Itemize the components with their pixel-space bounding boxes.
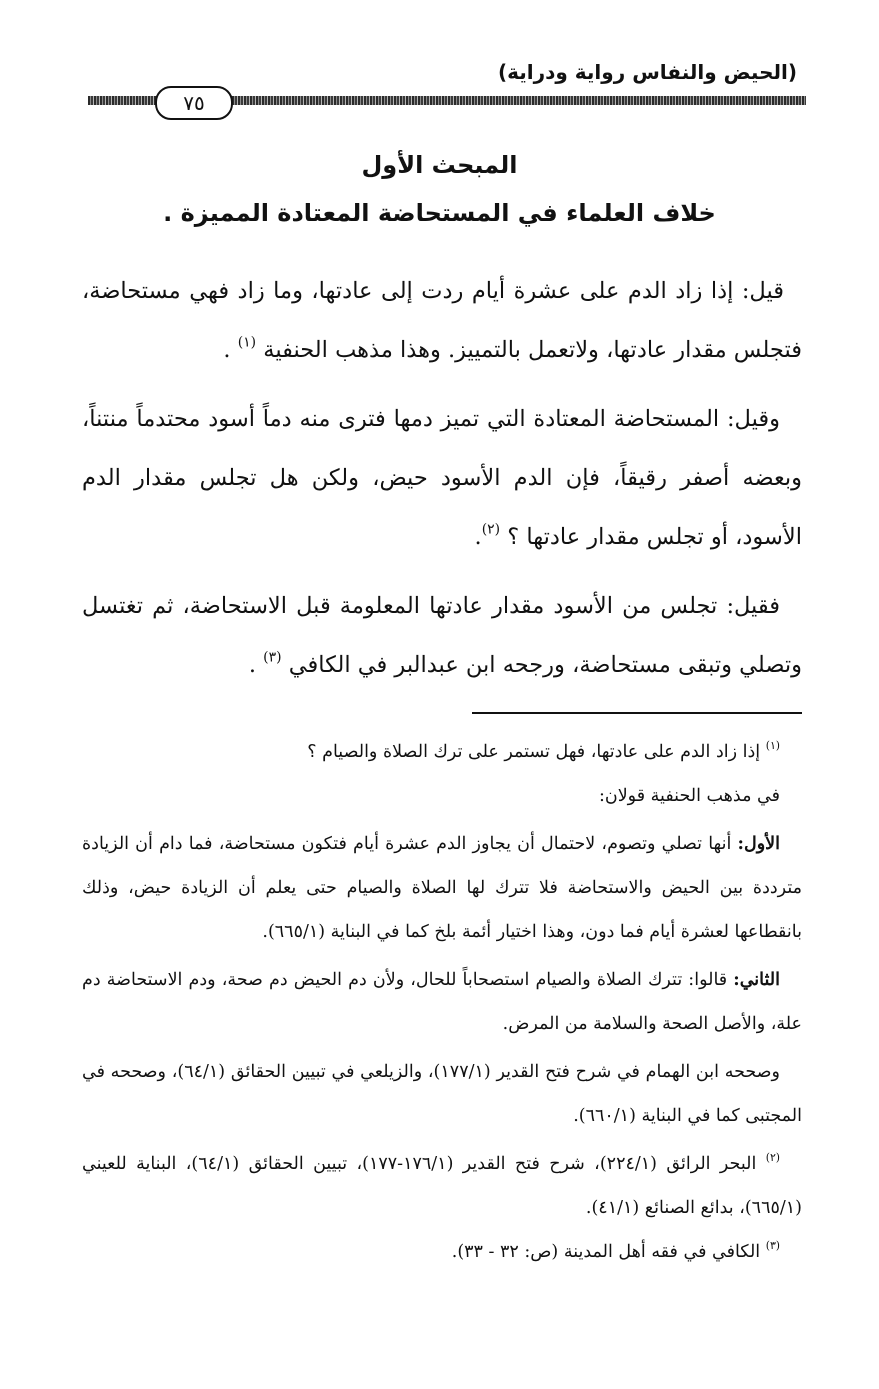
paragraph-3-lead: فقيل: xyxy=(726,593,780,619)
footnote-ref-3[interactable]: (٣) xyxy=(263,649,282,666)
footnote-1-second-lead: الثاني: xyxy=(733,970,780,990)
paragraph-2-lead: وقيل: xyxy=(726,406,780,432)
footnote-1-endorsement-text: وصححه ابن الهمام في شرح فتح القدير (١٧٧/١)، والزيلعي في تبيين الحقائق (٦٤/١)، وصححه في المجتبى كما في البناية (٦٦٠/١). xyxy=(82,1062,802,1126)
footnote-1-first-lead: الأول: xyxy=(737,834,780,854)
footnote-ref-2[interactable]: (٢) xyxy=(481,521,501,538)
footnote-2 xyxy=(82,1142,802,1230)
footnote-2-mark: (٢) xyxy=(765,1150,780,1164)
footnote-1-intro-text: في مذهب الحنفية قولان: xyxy=(598,786,780,806)
body-text xyxy=(82,262,802,705)
footnote-3-text: الكافي في فقه أهل المدينة (ص: ٣٢ - ٣٣). xyxy=(451,1242,766,1262)
footnote-1-second-opinion xyxy=(82,958,802,1046)
paragraph-1-text: إذا زاد الدم على عشرة أيام ردت إلى عادتها، وما زاد فهي مستحاضة، فتجلس مقدار عادتها، ولاتعمل بالتمييز. وهذا مذهب الحنفية xyxy=(82,278,802,363)
section-heading: المبحث الأول xyxy=(361,151,518,179)
topic-heading: خلاف العلماء في المستحاضة المعتادة المميزة . xyxy=(163,199,716,227)
footnote-1-endorsement xyxy=(82,1050,802,1138)
paragraph-3-text: تجلس من الأسود مقدار عادتها المعلومة قبل الاستحاضة، ثم تغتسل وتصلي وتبقى مستحاضة، ورجحه ابن عبدالبر في الكافي xyxy=(82,593,802,678)
paragraph-1 xyxy=(82,262,802,380)
footnote-2-text: البحر الرائق (٢٢٤/١)، شرح فتح القدير (١٧٦/١-١٧٧)، تبيين الحقائق (٦٤/١)، البناية للعيني (٦٦٥/١)، بدائع الصنائع (٤١/١). xyxy=(82,1154,802,1218)
footnote-1-question xyxy=(82,730,802,774)
footnote-1-first-text: أنها تصلي وتصوم، لاحتمال أن يجاوز الدم عشرة أيام فتكون مستحاضة، فما دام أن الزيادة مترددة بين الحيض والاستحاضة فلا تترك لها الصلاة والصيام حتى يعلم أن الزيادة حيض، وذلك بانقطاعها لعشرة أيام فما دون، وهذا اختيار أئمة بلخ كما في البناية (٦٦٥/١). xyxy=(82,834,802,942)
paragraph-3 xyxy=(82,577,802,695)
paragraph-2-end: . xyxy=(474,524,482,550)
page-number: ٧٥ xyxy=(155,86,233,120)
footnote-1-mark: (١) xyxy=(765,738,780,752)
paragraph-2 xyxy=(82,390,802,567)
footnotes xyxy=(82,730,802,1274)
paragraph-1-end: . xyxy=(223,337,238,363)
paragraph-3-end: . xyxy=(248,652,264,678)
footnote-1-first-opinion xyxy=(82,822,802,954)
footnote-3 xyxy=(82,1230,802,1274)
footnote-1-second-text: قالوا: تترك الصلاة والصيام استصحاباً للحال، ولأن دم الحيض دم صحة، ودم الاستحاضة دم علة، والأصل الصحة والسلامة من المرض. xyxy=(82,970,802,1034)
paragraph-2-text: المستحاضة المعتادة التي تميز دمها فترى منه دماً أسود محتدماً منتناً، وبعضه أصفر رقيقاً، فإن الدم الأسود حيض، ولكن هل تجلس مقدار الدم الأسود، أو تجلس مقدار عادتها ؟ xyxy=(82,406,802,550)
footnote-1-intro xyxy=(82,774,802,818)
running-header-title: (الحيض والنفاس رواية ودراية) xyxy=(497,60,797,84)
paragraph-1-lead: قيل: xyxy=(741,278,784,304)
footnote-ref-1[interactable]: (١) xyxy=(237,334,257,351)
footnote-3-mark: (٣) xyxy=(765,1238,780,1252)
footnote-1-question-text: إذا زاد الدم على عادتها، فهل تستمر على ترك الصلاة والصيام ؟ xyxy=(307,742,766,762)
footnote-separator xyxy=(472,712,802,714)
